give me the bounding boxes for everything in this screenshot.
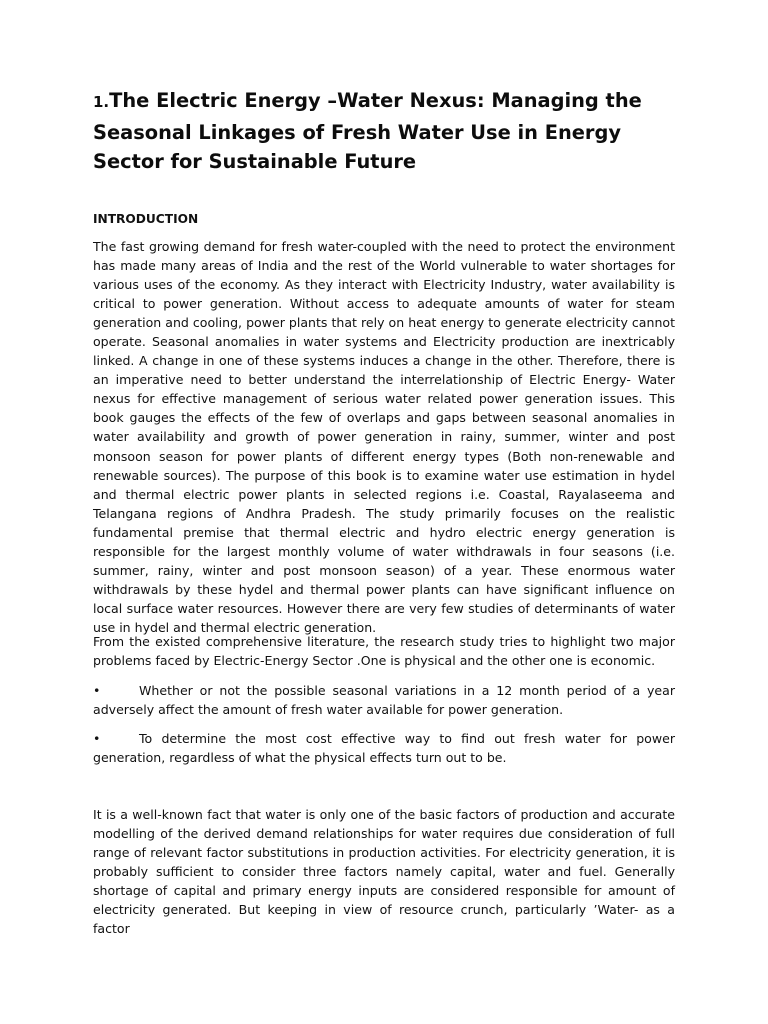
section-heading: INTRODUCTION — [93, 212, 199, 226]
intro-paragraph-1: The fast growing demand for fresh water-coupled with the need to protect the environment has made many areas of India and the rest of the World vulnerable to water shortages for various uses of the economy. As they interact with Electricity Industry, water availability is critical to power generation. Without access to adequate amounts of water for steam generation and cooling, power plants that rely on heat energy to generate electricity cannot operate. Seasonal anomalies in water systems and Electricity production are inextricably linked. A change in one of these systems induces a change in the other. Therefore, there is an imperative need to better understand the interrelationship of Electric Energy- Water nexus for effective management of serious water related power generation issues. This book gauges the effects of the few of overlaps and gaps between seasonal anomalies in water availability and growth of power generation in rainy, summer, winter and post monsoon season for power plants of different energy types (Both non-renewable and renewable sources). The purpose of this book is to examine water use estimation in hydel and thermal electric power plants in selected regions i.e. Coastal, Rayalaseema and Telangana regions of Andhra Pradesh. The study primarily focuses on the realistic fundamental premise that thermal electric and hydro electric energy generation is responsible for the largest monthly volume of water withdrawals in four seasons (i.e. summer, rainy, winter and post monsoon season) of a year. These enormous water withdrawals by these hydel and thermal power plants can have significant influence on local surface water resources. However there are very few studies of determinants of water use in hydel and thermal electric generation. — [93, 239, 675, 635]
document-title — [93, 86, 675, 177]
bullet-text: Whether or not the possible seasonal variations in a 12 month period of a year adversely affect the amount of fresh water available for power generation. — [93, 683, 675, 718]
bullet-item-2 — [93, 729, 675, 767]
title-text: The Electric Energy –Water Nexus: Managing the Seasonal Linkages of Fresh Water Use in Energy Sector for Sustainable Future — [93, 89, 642, 173]
bullet-dot: • — [93, 683, 101, 698]
bullet-item-1 — [93, 681, 675, 719]
bullet-text: To determine the most cost effective way to find out fresh water for power generation, regardless of what the physical effects turn out to be. — [93, 731, 675, 766]
intro-paragraph-2: From the existed comprehensive literature, the research study tries to highlight two major problems faced by Electric-Energy Sector .One is physical and the other one is economic. — [93, 634, 675, 669]
bullet-dot: • — [93, 731, 101, 746]
title-number: 1. — [93, 93, 110, 111]
body-paragraph-3: It is a well-known fact that water is only one of the basic factors of production and accurate modelling of the derived demand relationships for water requires due consideration of full range of relevant factor substitutions in production activities. For electricity generation, it is probably sufficient to consider three factors namely capital, water and fuel. Generally shortage of capital and primary energy inputs are considered responsible for amount of electricity generated. But keeping in view of resource crunch, particularly ’Water- as a factor — [93, 807, 675, 937]
